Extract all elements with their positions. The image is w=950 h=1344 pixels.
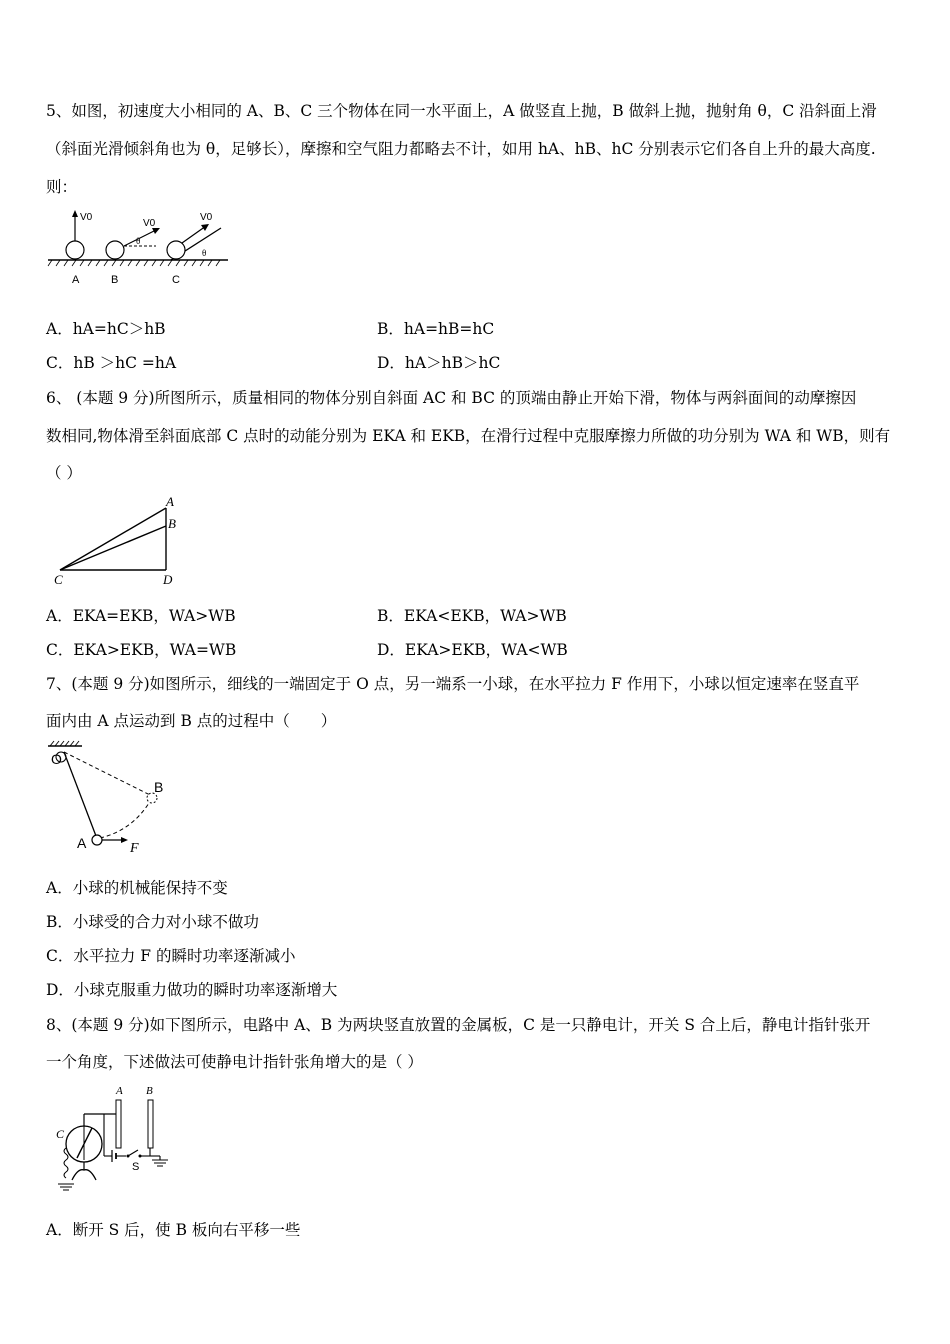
q7-label-b: B [154, 779, 164, 795]
q6-line-3: （ ） [46, 464, 82, 482]
q7-line-2: 面内由 A 点运动到 B 点的过程中（ ） [46, 712, 337, 730]
ball-a [92, 835, 102, 845]
q8-figure [44, 1082, 184, 1200]
q5-line-3: 则： [46, 178, 78, 196]
q5-option-b[interactable]: B．hA=hB=hC [377, 320, 495, 338]
ball-a [66, 241, 84, 259]
q6-option-a[interactable]: A．EKA=EKB，WA>WB [46, 607, 236, 625]
q5-theta-c: θ [202, 248, 207, 258]
q5-figure [48, 208, 228, 288]
q7-label-f: F [130, 841, 139, 856]
q8-option-a[interactable]: A．断开 S 后，使 B 板向右平移一些 [46, 1221, 301, 1239]
q5-option-a[interactable]: A．hA=hC＞hB [46, 320, 166, 338]
q5-option-c[interactable]: C．hB ＞hC =hA [46, 354, 177, 372]
q5-label-a: A [72, 274, 80, 286]
q5-label-b: B [111, 274, 119, 286]
q6-label-c: C [54, 572, 63, 587]
plate-b [148, 1100, 153, 1148]
plate-a [116, 1100, 121, 1148]
q7-line-1: 7、(本题 9 分)如图所示，细线的一端固定于 O 点，另一端系一小球，在水平拉力 F 作用下，小球以恒定速率在竖直平 [46, 675, 860, 693]
q6-option-c[interactable]: C．EKA>EKB，WA=WB [46, 641, 237, 659]
q7-option-b[interactable]: B．小球受的合力对小球不做功 [46, 913, 259, 931]
q8-label-s: S [132, 1161, 140, 1173]
ball-c [167, 241, 185, 259]
q7-option-a[interactable]: A．小球的机械能保持不变 [46, 879, 228, 897]
q7-option-d[interactable]: D．小球克服重力做功的瞬时功率逐渐增大 [46, 981, 338, 999]
ball-b [106, 241, 124, 259]
q8-label-c: C [56, 1127, 65, 1141]
q5-line-2: （斜面光滑倾斜角也为 θ，足够长），摩擦和空气阻力都略去不计，如用 hA、hB、hC 分别表示它们各自上升的最大高度. [46, 140, 876, 158]
q7-label-o: O [51, 751, 62, 767]
q5-theta-b: θ [136, 236, 141, 246]
q6-line-2: 数相同,物体滑至斜面底部 C 点时的动能分别为 EKA 和 EKB，在滑行过程中克服摩擦力所做的功分别为 WA 和 WB，则有 [46, 427, 891, 445]
q6-label-d: D [163, 572, 173, 587]
q8-line-1: 8、(本题 9 分)如下图所示，电路中 A、B 为两块竖直放置的金属板，C 是一只静电计，开关 S 合上后，静电计指针张开 [46, 1016, 871, 1034]
q5-label-c: C [172, 274, 180, 286]
q5-option-d[interactable]: D．hA＞hB＞hC [377, 354, 501, 372]
q7-option-c[interactable]: C．水平拉力 F 的瞬时功率逐渐减小 [46, 947, 296, 965]
q6-option-b[interactable]: B．EKA<EKB，WA>WB [377, 607, 567, 625]
q8-label-a: A [116, 1085, 123, 1097]
q8-label-b: B [146, 1085, 153, 1097]
q6-label-b: B [168, 516, 176, 531]
q6-option-d[interactable]: D．EKA>EKB，WA<WB [377, 641, 568, 659]
q5-line-1: 5、如图，初速度大小相同的 A、B、C 三个物体在同一水平面上，A 做竖直上抛，B 做斜上抛，抛射角 θ，C 沿斜面上滑 [46, 102, 877, 120]
q7-figure [44, 740, 184, 860]
q8-line-2: 一个角度，下述做法可使静电计指针张角增大的是（ ） [46, 1053, 423, 1071]
q5-v0-a: V0 [80, 212, 93, 223]
q7-label-a: A [77, 835, 87, 851]
q5-v0-c: V0 [200, 212, 213, 223]
q6-figure [50, 494, 190, 586]
q6-label-a: A [166, 494, 174, 509]
q5-v0-b: V0 [143, 218, 156, 229]
q6-line-1: 6、 (本题 9 分)所图所示，质量相同的物体分别自斜面 AC 和 BC 的顶端由静止开始下滑，物体与两斜面间的动摩擦因 [46, 389, 857, 407]
